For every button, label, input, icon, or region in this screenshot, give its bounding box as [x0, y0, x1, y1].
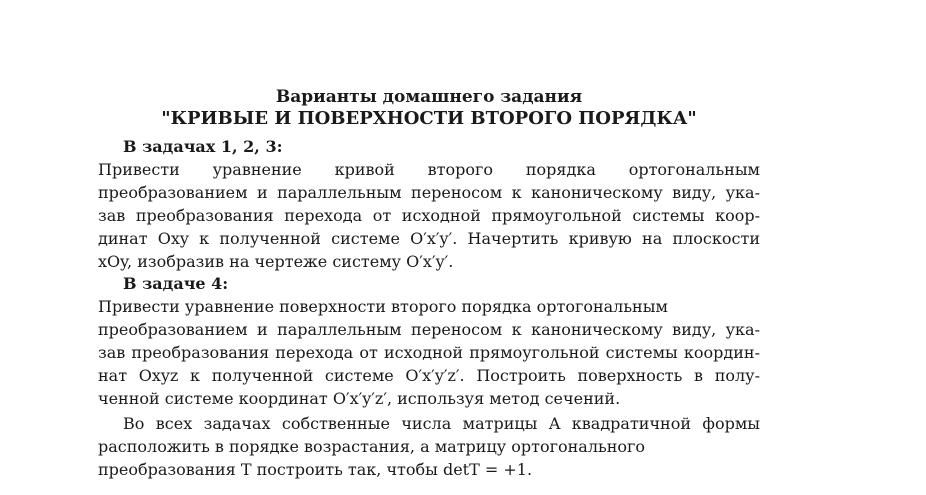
section2-paragraph: [98, 295, 760, 410]
section3-paragraph: [98, 412, 760, 481]
section1-line-4: динат Oxy к полученной системе O′x′y′. Начертить кривую на плоскости: [98, 229, 760, 248]
section2-line-1: Привести уравнение поверхности второго порядка ортогональным: [98, 297, 668, 316]
section3-line-1: Во всех задачах собственные числа матрицы A квадратичной формы: [123, 414, 760, 433]
section1-line-1: Привести уравнение кривой второго порядка ортогональным: [98, 160, 760, 179]
section1-line-3: зав преобразования перехода от исходной прямоугольной системы коор-: [98, 206, 760, 225]
section3-line-3: преобразования T построить так, чтобы detT = +1.: [98, 460, 533, 479]
section3-line-2: расположить в порядке возрастания, а матрицу ортогонального: [98, 437, 646, 456]
title-line-2: "КРИВЫЕ И ПОВЕРХНОСТИ ВТОРОГО ПОРЯДКА": [161, 108, 697, 129]
section1-paragraph: [98, 158, 760, 273]
section2-line-4: нат Oxyz к полученной системе O′x′y′z′. Построить поверхность в полу-: [98, 366, 760, 385]
section2-heading: В задаче 4:: [123, 274, 229, 293]
document-page: [98, 86, 760, 481]
section2-line-5: ченной системе координат O′x′y′z′, используя метод сечений.: [98, 389, 621, 408]
section2-line-2: преобразованием и параллельным переносом к каноническому виду, ука-: [98, 320, 760, 339]
section2-line-3: зав преобразования перехода от исходной прямоугольной системы координ-: [98, 343, 760, 362]
section1-line-2: преобразованием и параллельным переносом к каноническому виду, ука-: [98, 183, 760, 202]
section1-heading: В задачах 1, 2, 3:: [123, 137, 283, 156]
section1-line-5: xOy, изобразив на чертеже систему O′x′y′.: [98, 252, 454, 271]
title-line-1: Варианты домашнего задания: [275, 87, 583, 107]
